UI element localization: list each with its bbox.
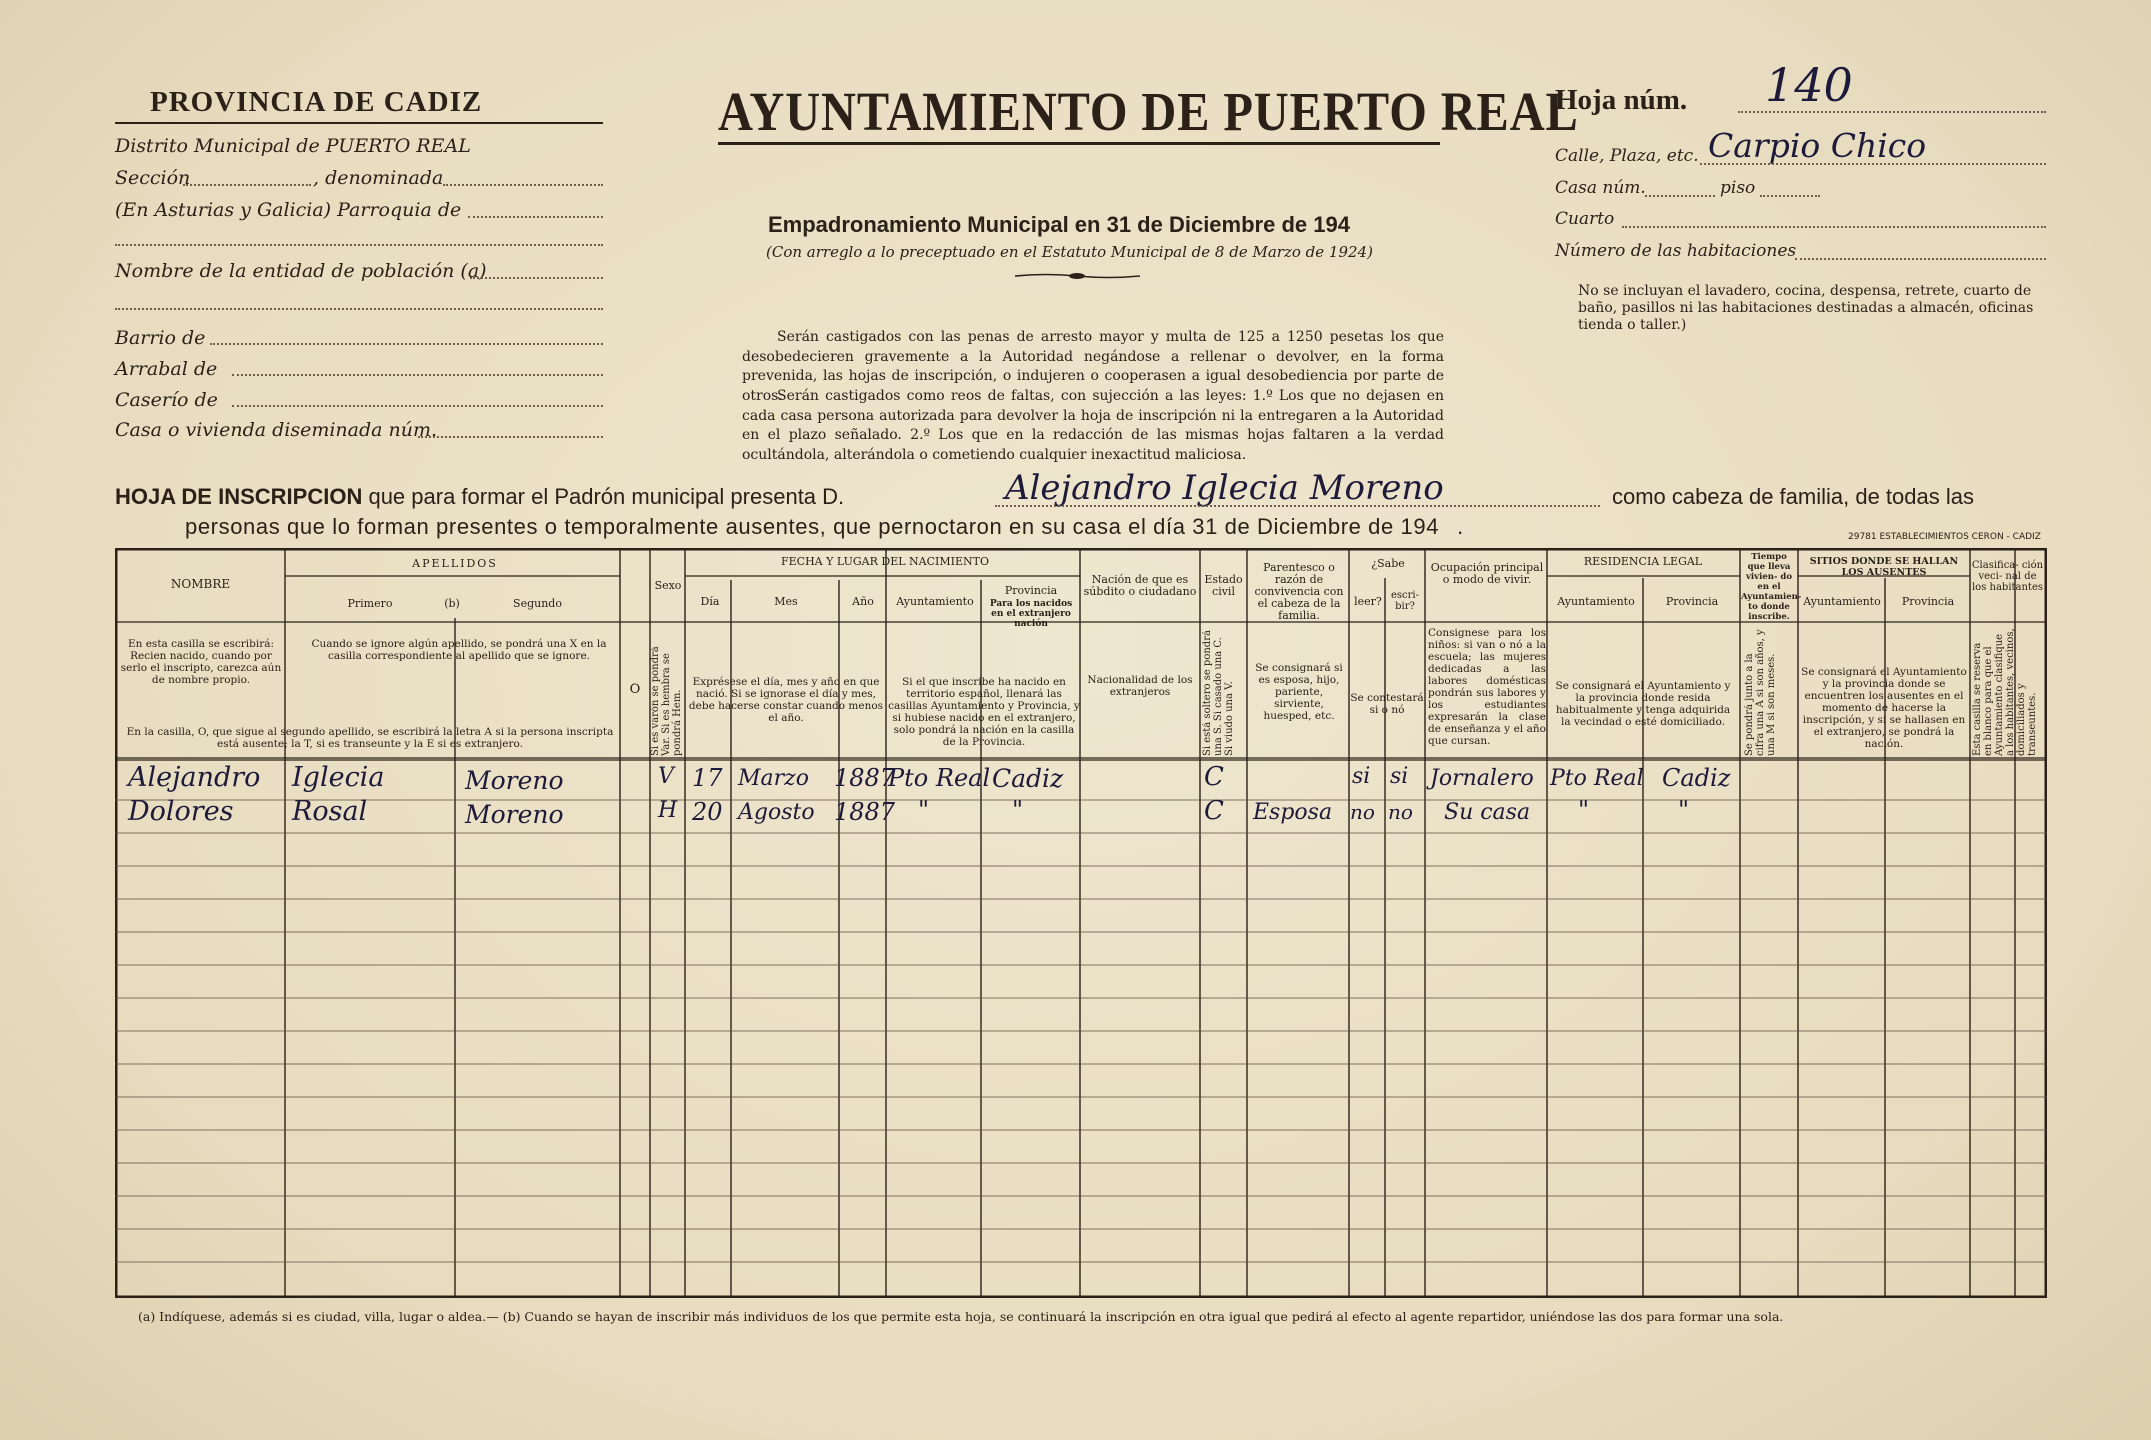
province-title: PROVINCIA DE CADIZ [150,86,483,118]
seccion-label: Sección [115,167,191,189]
piso-field[interactable] [1760,195,1820,197]
seccion-field[interactable] [183,184,311,186]
header-apellidos: APELLIDOS [412,557,498,570]
row1-provincia[interactable]: Cadiz [992,764,1064,793]
estatuto-subtitle: (Con arreglo a lo preceptuado en el Estatuto Municipal de 8 de Marzo de 1924) [766,243,1373,261]
row2-parentesco[interactable]: Esposa [1253,800,1333,825]
header-res-provincia: Provincia [1665,595,1719,608]
row2-segundo[interactable]: Moreno [465,800,564,829]
row2-res-ayuntamiento[interactable]: " [1578,796,1590,824]
header-sabe: ¿Sabe [1371,557,1405,570]
instr-sitios: Se consignará el Ayuntamiento y la provincia donde se encuentren los ausentes en el momento de hacerse la inscripción, y si se hallasen en el extranjero, se pondrá la nación. [1801,666,1967,750]
year-digit-field[interactable]: . [1457,514,1464,539]
casa-diseminada-label: Casa o vivienda diseminada núm. [115,419,438,441]
instr-fecha: Exprésese el día, mes y año en que nació. Si se ignorase el día y mes, debe hacerse constar cuando menos el año. [688,676,884,724]
barrio-field[interactable] [210,343,603,345]
head-of-family-line [995,505,1600,507]
header-dia: Día [700,595,720,608]
instr-parentesco: Se consignará si es esposa, hijo, pariente, sirviente, huesped, etc. [1255,662,1343,722]
habitaciones-label: Número de las habitaciones [1555,241,1797,261]
header-leer: leer? [1354,595,1382,608]
instr-clasificacion: Esta casilla se reserva en blanco para que el Ayuntamiento clasifique a los habitantes, vecinos, domiciliados y transeuntes. [1972,628,2038,756]
row1-ocupacion[interactable]: Jornalero [1430,766,1534,791]
row1-escribir[interactable]: si [1390,764,1409,789]
header-sitios: SITIOS DONDE SE HALLAN LOS AUSENTES [1809,556,1959,578]
parroquia-field-2[interactable] [115,244,603,246]
header-sexo: Sexo [654,579,682,592]
caserio-label: Caserío de [115,389,218,411]
printer-mark: 29781 ESTABLECIMIENTOS CERON - CADIZ [1848,532,2041,542]
header-parentesco: Parentesco o razón de convivencia con el cabeza de la familia. [1254,561,1344,622]
instr-sexo: Si es varón se pondrá Var. Si es hembra se pondrá Hem. [650,646,683,756]
entidad-field[interactable] [470,277,603,279]
header-sit-ayuntamiento: Ayuntamiento [1803,595,1881,608]
hoja-num-line [1738,111,2046,113]
head-of-family-name[interactable]: Alejandro Iglecia Moreno [1005,468,1444,508]
header-ayuntamiento: Ayuntamiento [896,595,974,608]
instr-sabe: Se contestará si o nó [1350,692,1424,716]
denominada-field[interactable] [443,184,603,186]
row1-res-ayuntamiento[interactable]: Pto Real [1550,766,1644,791]
casa-num-field[interactable] [1645,195,1715,197]
header-nombre: NOMBRE [170,577,231,591]
footnote: (a) Indíquese, además si es ciudad, villa, lugar o aldea.— (b) Cuando se hayan de inscribir más individuos de los que permite esta hoja, se continuará la inscripción en otra igual que pedirá al efecto al agente repartidor, uniéndose las dos para formar una sola. [138,1309,1784,1324]
instr-nacionalidad: Nacionalidad de los extranjeros [1087,674,1193,698]
calle-line [1700,163,2046,165]
empadronamiento-title: Empadronamiento Municipal en 31 de Diciembre de 194 [768,212,1350,237]
title-rule [718,142,1440,145]
header-res-ayuntamiento: Ayuntamiento [1557,595,1635,608]
row1-segundo[interactable]: Moreno [465,766,564,795]
row2-leer[interactable]: no [1350,800,1375,824]
row1-ano[interactable]: 1887 [834,764,896,792]
row2-ayuntamiento[interactable]: " [918,796,930,824]
row2-nombre[interactable]: Dolores [128,796,234,827]
header-escribir: escri- bir? [1390,590,1419,612]
entidad-field-2[interactable] [115,308,603,310]
header-sit-provincia: Provincia [1901,595,1955,608]
header-provincia-sub: Para los nacidos en el extranjero nación [989,599,1073,629]
row1-ayuntamiento[interactable]: Pto Real [888,764,991,792]
inscripcion-text-2: como cabeza de familia, de todas las [1612,484,1974,509]
row2-ocupacion[interactable]: Su casa [1444,800,1531,825]
header-ocupacion: Ocupación principal o modo de vivir. [1430,561,1544,586]
row2-sexo[interactable]: H [658,798,678,823]
entidad-label: Nombre de la entidad de población (a) [115,260,487,282]
row2-primero[interactable]: Rosal [292,796,368,827]
distrito-label: Distrito Municipal de PUERTO REAL [115,135,471,157]
inscripcion-line-1 [115,484,844,510]
header-clasificacion: Clasifica- ción veci- nal de los habitantes [1971,560,2044,593]
row1-mes[interactable]: Marzo [738,766,809,791]
column-o-label: O [629,682,641,697]
row2-escribir[interactable]: no [1388,800,1413,824]
header-residencia: RESIDENCIA LEGAL [1583,555,1703,568]
instr-ocupacion: Consignese para los niños: si van o nó a la escuela; las mujeres dedicadas a las labores domésticas pondrán sus labores y los estudiantes expresarán la clase de enseñanza y el año que cursan. [1428,627,1546,747]
row2-dia[interactable]: 20 [692,798,723,826]
instr-apellidos: Cuando se ignore algún apellido, se pondrá una X en la casilla correspondiente al apellido que se ignore. [311,638,607,662]
row1-res-provincia[interactable]: Cadiz [1662,764,1731,792]
caserio-field[interactable] [232,405,603,407]
ornament-divider [1015,271,1140,281]
table-row-lines [115,800,2047,1262]
ayuntamiento-title: AYUNTAMIENTO DE PUERTO REAL [718,81,1579,142]
header-mes: Mes [774,595,798,608]
row1-sexo[interactable]: V [658,764,674,789]
casa-diseminada-field[interactable] [418,436,603,438]
hoja-number-value[interactable]: 140 [1765,58,1853,112]
instr-casilla-o: En la casilla, O, que sigue al segundo apellido, se escribirá la letra A si la persona inscripta está ausente; la T, si es transeunte y la E si es extranjero. [126,726,614,750]
habitaciones-field[interactable] [1795,258,2046,260]
header-ano: Año [852,595,874,608]
row2-provincia[interactable]: " [1012,796,1024,824]
header-tiempo: Tiempo que lleva vivien- do en el Ayuntamien- to donde inscribe. [1741,552,1802,622]
instr-residencia: Se consignará el Ayuntamiento y la provincia donde resida habitualmente y tenga adquirida la vecindad o esté domiciliado. [1555,680,1731,728]
cuarto-field[interactable] [1622,226,2046,228]
header-primero: Primero [347,597,393,610]
piso-label: piso [1720,178,1756,198]
instr-lugar: Si el que inscribe ha nacido en territorio español, llenará las casillas Ayuntamiento y Provincia, y si hubiese nacido en el extranjero, solo pondrá la nación en la casilla de la Provincia. [888,676,1080,748]
cuarto-label: Cuarto [1555,209,1615,229]
hoja-num-label: Hoja núm. [1555,84,1688,116]
calle-label: Calle, Plaza, etc. [1555,146,1699,166]
instr-nombre: En esta casilla se escribirá: Recien nacido, cuando por serlo el inscripto, carezca aún de nombre propio. [120,638,282,686]
arrabal-label: Arrabal de [115,358,218,380]
barrio-label: Barrio de [115,327,206,349]
header-nacion: Nación de que es súbdito o ciudadano [1083,573,1197,598]
row2-mes[interactable]: Agosto [738,800,815,825]
header-provincia: Provincia [1004,584,1058,597]
inscripcion-text-1: que para formar el Padrón municipal presenta D. [368,484,845,509]
row2-ano[interactable]: 1887 [834,798,896,826]
parroquia-label: (En Asturias y Galicia) Parroquia de [115,199,462,221]
habitaciones-note: No se incluyan el lavadero, cocina, despensa, retrete, cuarto de baño, pasillos ni las habitaciones destinadas a almacén, oficinas tienda o taller.) [1578,283,2034,333]
penalties-paragraph-2: Serán castigados como reos de faltas, con sujección a las leyes: 1.º Los que no dejasen en cada casa persona autorizada para devolver la hoja de inscripción ni la entregaren a la Autoridad en el plazo señalado. 2.º Los que en la redacción de las mismas hojas faltaren a la verdad ocultándola, alterándola o cometiendo cualquier inexactitud maliciosa. [742,388,1444,463]
instr-tiempo: Se pondrá junto a la cifra una A si son años, y una M si son meses. [1744,629,1777,756]
row1-leer[interactable]: si [1352,764,1371,789]
casa-num-label: Casa núm. [1555,178,1646,198]
header-segundo: Segundo [513,597,562,610]
header-estado-civil: Estado civil [1204,573,1243,598]
header-fecha-lugar: FECHA Y LUGAR DEL NACIMIENTO [781,555,989,568]
calle-value[interactable]: Carpio Chico [1708,126,1927,165]
row1-primero[interactable]: Iglecia [292,762,385,793]
row1-estado[interactable]: C [1204,762,1224,792]
instr-estado: Si está soltero se pondrá una S. Si casado una C. Si viudo una V. [1202,630,1235,756]
denominada-label: , denominada [313,167,444,189]
header-b: (b) [444,597,460,610]
arrabal-field[interactable] [232,374,603,376]
province-rule [115,122,603,124]
parroquia-field[interactable] [468,216,603,218]
row2-res-provincia[interactable]: " [1678,796,1690,824]
inscripcion-line-2 [185,514,1464,540]
row1-nombre[interactable]: Alejandro [128,762,261,793]
inscripcion-text-3: personas que lo forman presentes o temporalmente ausentes, que pernoctaron en su casa el día 31 de Diciembre de 194 [185,514,1440,539]
penalties-paragraph-1: Serán castigados con las penas de arresto mayor y multa de 125 a 1250 pesetas los que desobedecieren gravemente a la Autoridad negándose a rellenar o devolver, en la forma prevenida, las hojas de inscripción, o indujeren o cooperasen a igual desobediencia por parte de otros. [742,329,1444,404]
row2-estado[interactable]: C [1204,796,1224,826]
row1-dia[interactable]: 17 [692,764,723,792]
hoja-inscripcion-label: HOJA DE INSCRIPCION [115,484,363,509]
